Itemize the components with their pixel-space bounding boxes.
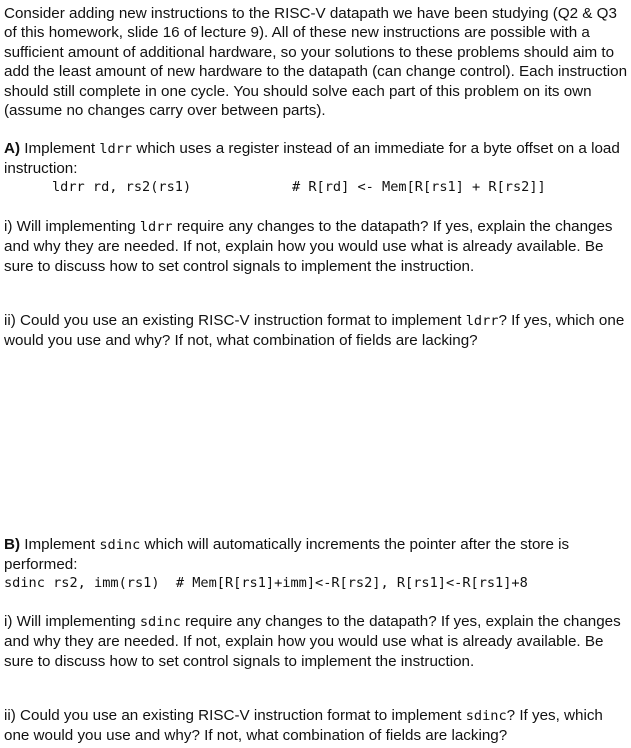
part-a-question-i	[4, 217, 628, 276]
part-a-q2-instr: ldrr	[465, 313, 499, 329]
part-a-question-ii	[4, 311, 628, 351]
sdinc-comment: # Mem[R[rs1]+imm]<-R[rs2], R[rs1]<-R[rs1]+8	[175, 575, 528, 591]
part-b-q2-instr: sdinc	[465, 708, 507, 724]
part-a-instr: ldrr	[99, 141, 133, 157]
intro-paragraph: Consider adding new instructions to the RISC-V datapath we have been studying (Q2 & Q3 of this homework, slide 16 of lecture 9). All of these new instructions are possible with a sufficient amount of additional hardware, so your solutions to these problems should aim to add the least amount of new hardware to the datapath (can change control). Each instruction should still complete in one cycle. You should solve each part of this problem on its own (assume no changes carry over between parts).	[4, 5, 628, 120]
part-a-q2-post: ? If yes, which one would you use and why? If not, what combination of fields are lacking?	[4, 312, 625, 350]
part-b-question-ii	[4, 706, 628, 746]
part-a-q1-post: require any changes to the datapath? If yes, explain the changes and why they are needed. If not, explain how you would use what is already available. Be sure to discuss how to set control signals to implement the instruction.	[4, 218, 613, 275]
part-b-instr: sdinc	[99, 537, 141, 553]
part-b-q2-pre: ii) Could you use an existing RISC-V instruction format to implement	[4, 707, 466, 724]
part-b-q1-pre: i) Will implementing	[4, 613, 140, 630]
part-b-question-i	[4, 612, 628, 671]
part-b-q2-post: ? If yes, which one would you use and why? If not, what combination of fields are lacking?	[4, 707, 603, 745]
part-a-q1-pre: i) Will implementing	[4, 218, 140, 235]
part-a-q2-pre: ii) Could you use an existing RISC-V instruction format to implement	[4, 312, 466, 329]
part-a-q1-instr: ldrr	[139, 219, 173, 235]
part-b-title-post: which will automatically increments the pointer after the store is performed:	[4, 536, 570, 574]
ldrr-code: ldrr rd, rs2(rs1)	[52, 179, 192, 195]
part-b-label: B)	[4, 536, 21, 553]
sdinc-code: sdinc rs2, imm(rs1)	[4, 575, 160, 591]
problem-page	[4, 4, 628, 745]
part-a-title	[4, 139, 628, 179]
ldrr-comment: # R[rd] <- Mem[R[rs1] + R[rs2]]	[292, 179, 546, 195]
part-b-q1-post: require any changes to the datapath? If yes, explain the changes and why they are needed. If not, explain how you would use what is already available. Be sure to discuss how to set control signals to implement the instruction.	[4, 613, 621, 670]
part-a-title-pre: Implement	[20, 140, 100, 157]
part-b-title	[4, 535, 628, 575]
part-a-title-post: which uses a register instead of an immediate for a byte offset on a load instruction:	[4, 140, 620, 178]
part-b-title-pre: Implement	[20, 536, 100, 553]
part-a-label: A)	[4, 140, 21, 157]
sdinc-code-line	[4, 574, 528, 593]
part-b-q1-instr: sdinc	[139, 614, 181, 630]
